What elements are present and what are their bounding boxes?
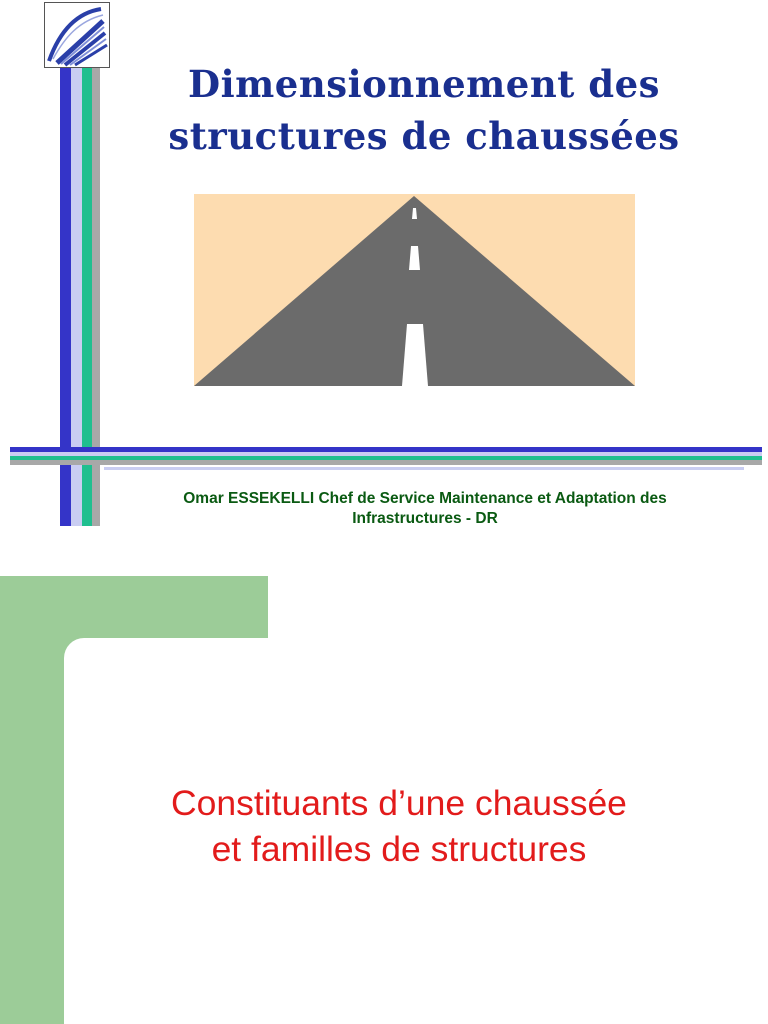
section-title-line-2: et familles de structures: [211, 829, 587, 869]
author-credit-line-1: Omar ESSEKELLI Chef de Service Maintenance et Adaptation des: [183, 490, 667, 507]
road-logo-icon: [44, 2, 110, 68]
road-illustration: [194, 194, 635, 386]
author-credit-line-2: Infrastructures - DR: [352, 510, 498, 527]
horizontal-bar-gray: [10, 460, 762, 465]
road-logo-graphic: [45, 3, 109, 67]
author-credit: [110, 489, 740, 529]
frame-left-band: [0, 576, 64, 1024]
frame-inner-corner: [64, 638, 104, 678]
slide-2: [0, 576, 768, 1024]
slide-title: [120, 58, 728, 162]
slide-title-line-1: Dimensionnement des: [188, 62, 660, 106]
horizontal-bar-lightblue-2: [104, 467, 744, 470]
slide-title-line-2: structures de chaussées: [168, 114, 680, 158]
section-title: [64, 780, 734, 872]
section-title-line-1: Constituants d’une chaussée: [171, 783, 627, 823]
